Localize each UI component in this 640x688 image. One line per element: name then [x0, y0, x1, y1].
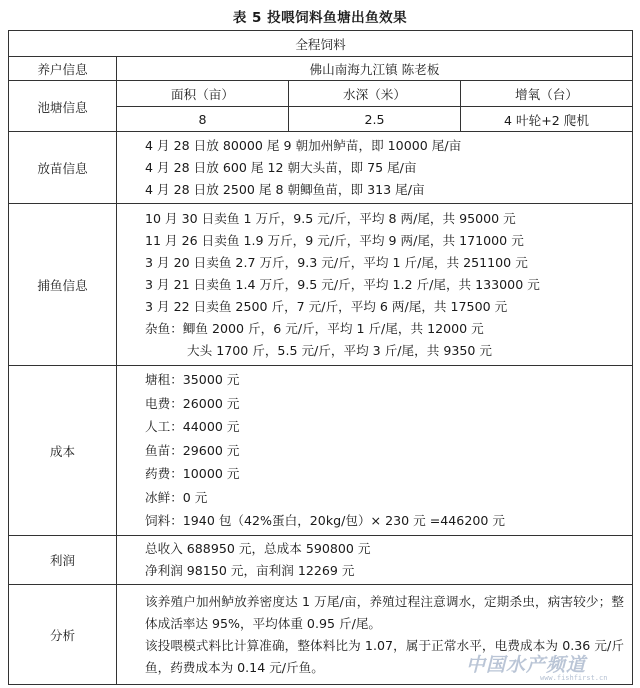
pond-label: 池塘信息	[9, 81, 117, 132]
profit-info	[117, 535, 633, 584]
pond-col-aeration: 增氧（台）	[461, 81, 633, 107]
fish-pond-table	[8, 30, 633, 685]
table-title: 表 5 投喂饲料鱼塘出鱼效果	[232, 10, 408, 26]
list-item: 4 月 28 日放 600 尾 12 朝大头苗，即 75 尾/亩	[145, 159, 417, 175]
harvest-info	[117, 204, 633, 366]
list-item: 3 月 21 日卖鱼 1.4 万斤，9.5 元/斤，平均 1.2 斤/尾，共 133000 元	[145, 276, 540, 292]
list-item: 4 月 28 日放 80000 尾 9 朝加州鲈苗，即 10000 尾/亩	[145, 137, 462, 153]
list-item: 大头 1700 斤，5.5 元/斤，平均 3 斤/尾，共 9350 元	[187, 342, 492, 358]
list-item: 药费：10000 元	[145, 466, 240, 481]
list-item: 10 月 30 日卖鱼 1 万斤，9.5 元/斤，平均 8 两/尾，共 95000 元	[145, 210, 516, 226]
pond-col-area: 面积（亩）	[117, 81, 289, 107]
list-item: 净利润 98150 元，亩利润 12269 元	[145, 562, 355, 578]
farmer-value: 佛山南海九江镇 陈老板	[117, 57, 633, 81]
cost-label: 成本	[9, 366, 117, 536]
list-item: 11 月 26 日卖鱼 1.9 万斤，9 元/斤，平均 9 两/尾，共 171000 元	[145, 232, 524, 248]
list-item: 电费：26000 元	[145, 395, 240, 411]
watermark-logo: 中国水产频道	[466, 654, 587, 676]
analysis-paragraph: 该养殖户加州鲈放养密度达 1 万尾/亩，养殖过程注意调水，定期杀虫，病害较少；整体成活率达 95%，平均体重 0.95 斤/尾。	[145, 594, 624, 631]
harvest-label: 捕鱼信息	[9, 204, 117, 366]
pond-col-depth: 水深（米）	[289, 81, 461, 107]
pond-val-area: 8	[117, 107, 289, 132]
analysis-label: 分析	[9, 584, 117, 684]
pond-val-aeration: 4 叶轮+2 爬机	[461, 107, 633, 132]
list-item: 3 月 20 日卖鱼 2.7 万斤，9.3 元/斤，平均 1 斤/尾，共 251100 元	[145, 254, 528, 270]
profit-label: 利润	[9, 535, 117, 584]
list-item: 4 月 28 日放 2500 尾 8 朝鲫鱼苗，即 313 尾/亩	[145, 181, 425, 197]
cost-info	[117, 366, 633, 536]
table-header: 全程饲料	[9, 31, 633, 57]
farmer-label: 养户信息	[9, 57, 117, 81]
list-item: 塘租：35000 元	[145, 372, 240, 387]
stocking-label: 放苗信息	[9, 132, 117, 204]
watermark-url: www.fishfirst.cn	[540, 674, 608, 682]
list-item: 3 月 22 日卖鱼 2500 斤，7 元/斤，平均 6 两/尾，共 17500 元	[145, 298, 508, 314]
list-item: 杂鱼：鲫鱼 2000 斤，6 元/斤，平均 1 斤/尾，共 12000 元	[145, 320, 484, 336]
pond-val-depth: 2.5	[289, 107, 461, 132]
list-item: 人工：44000 元	[145, 419, 240, 434]
list-item: 饲料：1940 包（42%蛋白，20kg/包）× 230 元 =446200 元	[145, 513, 505, 528]
list-item: 冰鲜：0 元	[145, 489, 208, 505]
list-item: 总收入 688950 元，总成本 590800 元	[145, 540, 371, 556]
list-item: 鱼苗：29600 元	[145, 442, 240, 458]
analysis-paragraph: 该投喂模式料比计算准确，整体料比为 1.07，属于正常水平，电费成本为 0.36 元/斤鱼，药费成本为 0.14 元/斤鱼。	[145, 638, 624, 675]
stocking-info	[117, 132, 633, 204]
